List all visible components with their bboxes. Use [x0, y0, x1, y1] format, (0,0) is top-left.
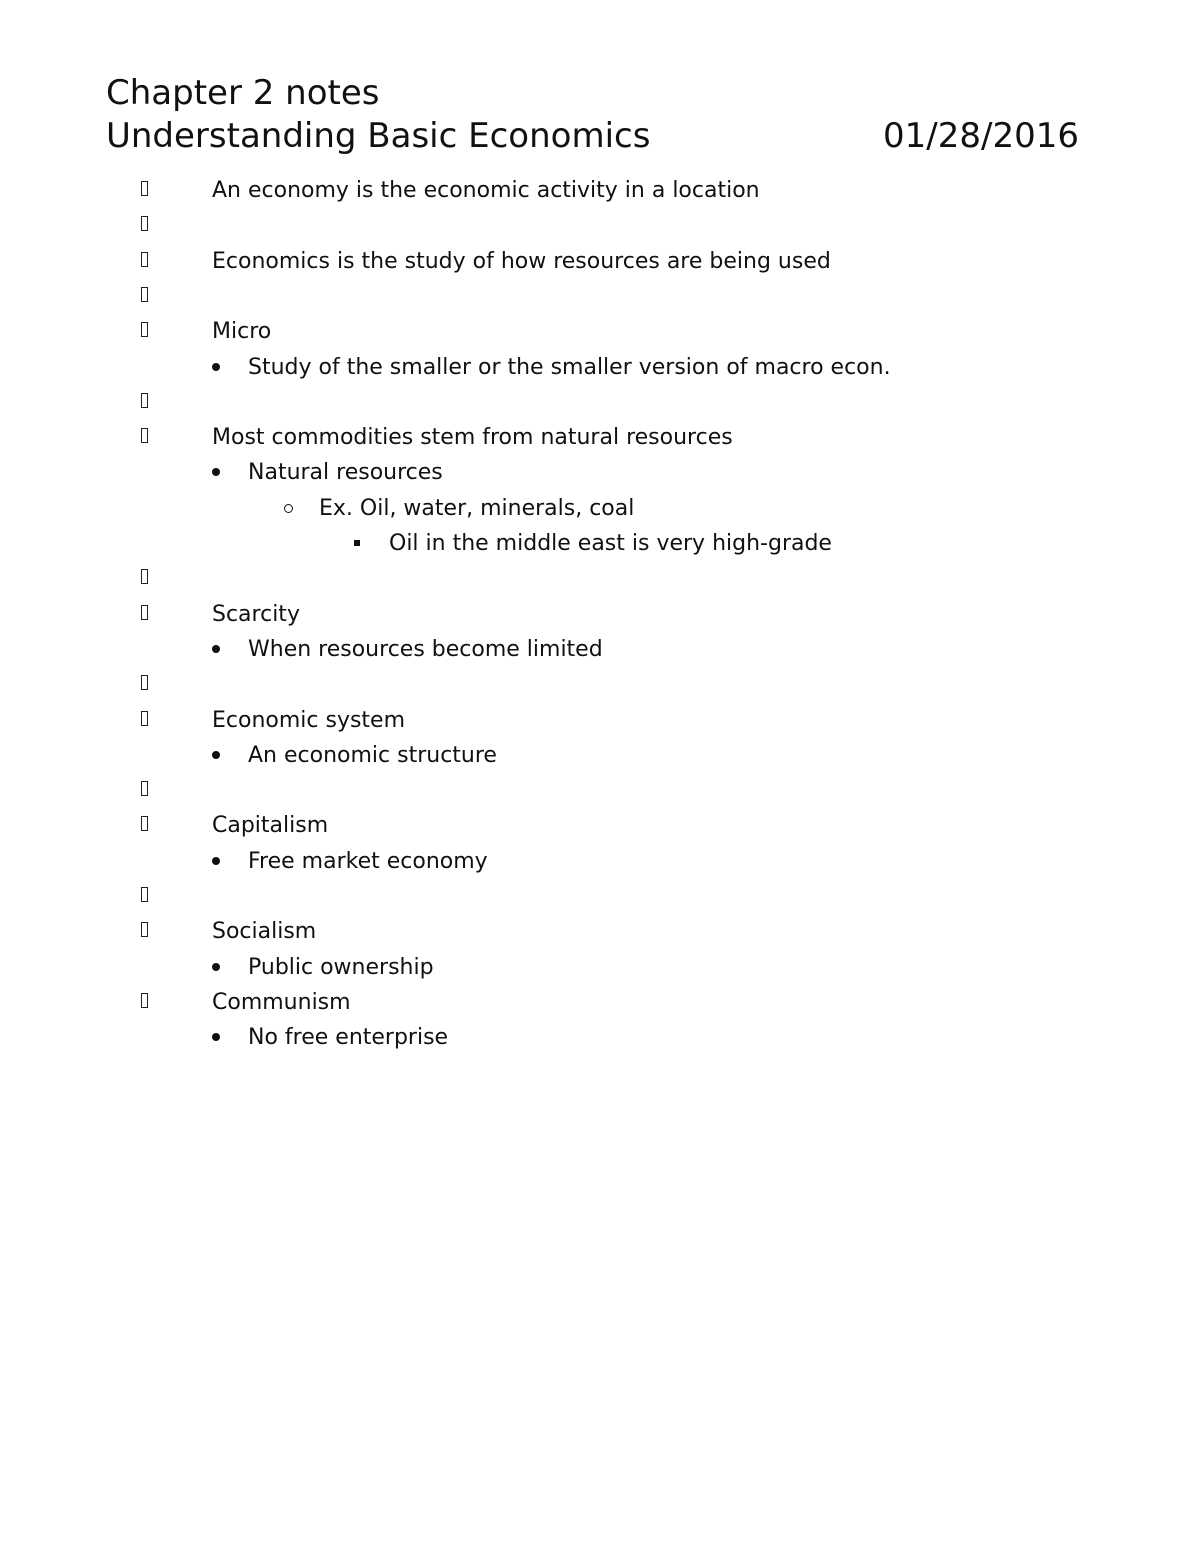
- bullet-icon: [212, 363, 220, 371]
- note-text: Public ownership: [248, 954, 434, 980]
- note-text: No free enterprise: [248, 1025, 449, 1051]
- checkbox-icon[interactable]: [141, 287, 148, 302]
- sub-bullet-item: [0, 496, 1200, 526]
- page-title: Chapter 2 notes: [106, 73, 380, 113]
- note-text: Study of the smaller or the smaller version of macro econ.: [248, 354, 891, 380]
- note-text: An economy is the economic activity in a location: [212, 178, 760, 203]
- checkbox-icon[interactable]: [141, 216, 148, 231]
- checklist-item: [0, 990, 1200, 1020]
- checklist-item: [0, 425, 1200, 455]
- sub-bullet-item: [0, 637, 1200, 667]
- note-text: Communism: [212, 989, 351, 1015]
- note-text: Socialism: [212, 919, 317, 945]
- checklist-item: [0, 778, 1200, 808]
- sub-bullet-item: [0, 1025, 1200, 1055]
- sub-bullet-item: [0, 955, 1200, 985]
- checklist-item: [0, 213, 1200, 243]
- note-text: Natural resources: [248, 460, 443, 486]
- page-date: 01/28/2016: [883, 116, 1079, 156]
- square-bullet-icon: [354, 540, 360, 546]
- checkbox-icon[interactable]: [141, 993, 148, 1008]
- checklist-item: [0, 813, 1200, 843]
- sub-bullet-item: [0, 849, 1200, 879]
- bullet-icon: [212, 963, 220, 971]
- checkbox-icon[interactable]: [141, 711, 148, 726]
- sub-bullet-item: [0, 743, 1200, 773]
- checklist-item: [0, 319, 1200, 349]
- note-text: Capitalism: [212, 813, 329, 839]
- checkbox-icon[interactable]: [141, 781, 148, 796]
- checklist-item: [0, 708, 1200, 738]
- note-text: Micro: [212, 319, 272, 345]
- checklist-item: [0, 390, 1200, 420]
- note-text: Oil in the middle east is very high-grade: [389, 531, 832, 556]
- checkbox-icon[interactable]: [141, 816, 148, 831]
- checkbox-icon[interactable]: [141, 887, 148, 902]
- checkbox-icon[interactable]: [141, 922, 148, 937]
- sub-bullet-item: [0, 355, 1200, 385]
- bullet-icon: [212, 468, 220, 476]
- checkbox-icon[interactable]: [141, 322, 148, 337]
- note-text: Ex. Oil, water, minerals, coal: [319, 495, 635, 521]
- checklist-item: [0, 178, 1200, 208]
- sub-bullet-item: [0, 531, 1200, 561]
- note-text: Economics is the study of how resources are being used: [212, 248, 831, 274]
- bullet-icon: [212, 1033, 220, 1041]
- note-text: When resources become limited: [248, 636, 603, 662]
- checklist-item: [0, 602, 1200, 632]
- note-text: Free market economy: [248, 848, 488, 874]
- bullet-icon: [212, 645, 220, 653]
- bullet-icon: [212, 751, 220, 759]
- checklist-item: [0, 884, 1200, 914]
- page-subtitle: Understanding Basic Economics: [106, 116, 651, 156]
- note-text: Scarcity: [212, 601, 300, 627]
- note-text: Most commodities stem from natural resources: [212, 425, 733, 451]
- checklist-item: [0, 672, 1200, 702]
- checkbox-icon[interactable]: [141, 181, 148, 196]
- checkbox-icon[interactable]: [141, 428, 148, 443]
- note-text: An economic structure: [248, 742, 497, 768]
- hollow-bullet-icon: [284, 504, 293, 513]
- checklist-item: [0, 249, 1200, 279]
- sub-bullet-item: [0, 460, 1200, 490]
- checkbox-icon[interactable]: [141, 252, 148, 267]
- checkbox-icon[interactable]: [141, 605, 148, 620]
- bullet-icon: [212, 857, 220, 865]
- checkbox-icon[interactable]: [141, 569, 148, 584]
- checklist-item: [0, 284, 1200, 314]
- checklist-item: [0, 919, 1200, 949]
- checkbox-icon[interactable]: [141, 393, 148, 408]
- note-text: Economic system: [212, 707, 406, 733]
- checkbox-icon[interactable]: [141, 675, 148, 690]
- checklist-item: [0, 566, 1200, 596]
